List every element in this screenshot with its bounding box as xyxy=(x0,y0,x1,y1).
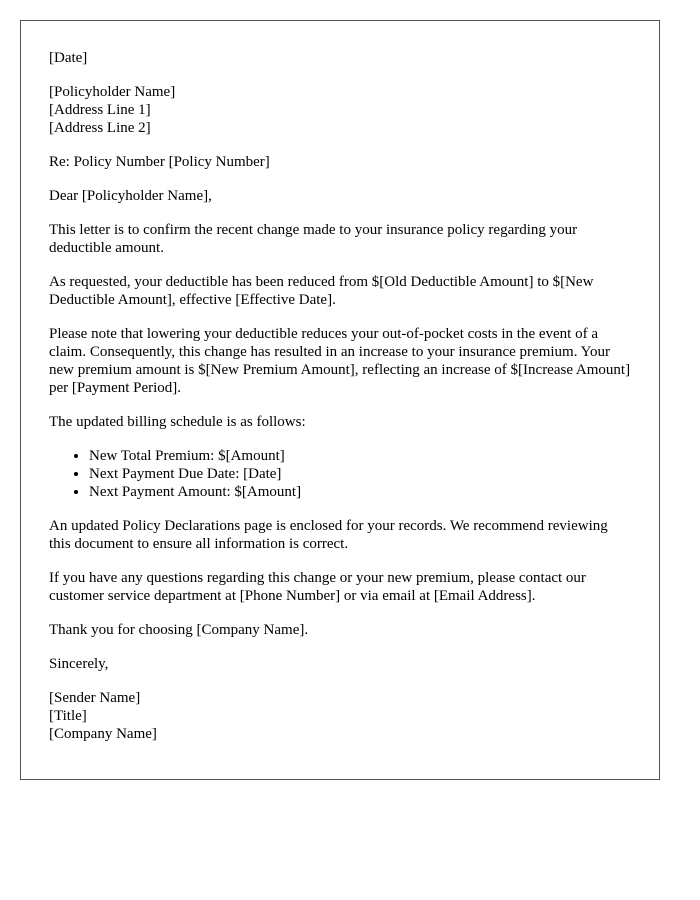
recipient-address-block xyxy=(49,83,631,137)
sender-company: [Company Name] xyxy=(49,726,157,742)
billing-item-payment-amount: • Next Payment Amount: $[Amount] xyxy=(89,483,631,501)
letter-document xyxy=(20,20,660,780)
thank-you-paragraph: Thank you for choosing [Company Name]. xyxy=(49,622,309,638)
billing-schedule-intro: The updated billing schedule is as follows: xyxy=(49,414,306,430)
sender-title: [Title] xyxy=(49,708,87,724)
sender-name: [Sender Name] xyxy=(49,690,141,706)
recipient-address-line-2: [Address Line 2] xyxy=(49,120,151,136)
billing-item-due-date: • Next Payment Due Date: [Date] xyxy=(89,465,631,483)
billing-item-total-premium: • New Total Premium: $[Amount] xyxy=(89,447,631,465)
letter-date xyxy=(49,49,631,67)
premium-increase-paragraph: Please note that lowering your deductible reduces your out-of-pocket costs in the event of a claim. Consequently, this change has resulted in an increase to your insurance premium. Your new premium amount is $[New Premium Amount], reflecting an increase of $[Increase Amount] per [Payment Period]. xyxy=(49,326,631,396)
contact-paragraph: If you have any questions regarding this change or your new premium, please contact our customer service department at [Phone Number] or via email at [Email Address]. xyxy=(49,570,586,604)
salutation: Dear [Policyholder Name], xyxy=(49,188,212,204)
recipient-name: [Policyholder Name] xyxy=(49,84,176,100)
sender-signature-block xyxy=(49,689,631,743)
recipient-address-line-1: [Address Line 1] xyxy=(49,102,151,118)
sign-off: Sincerely, xyxy=(49,656,109,672)
billing-schedule-list xyxy=(49,447,631,501)
declarations-paragraph: An updated Policy Declarations page is enclosed for your records. We recommend reviewing this document to ensure all information is correct. xyxy=(49,518,608,552)
re-line: Re: Policy Number [Policy Number] xyxy=(49,154,270,170)
deductible-change-paragraph: As requested, your deductible has been reduced from $[Old Deductible Amount] to $[New Deductible Amount], effective [Effective Date]. xyxy=(49,274,594,308)
date-text: [Date] xyxy=(49,50,88,66)
confirmation-paragraph: This letter is to confirm the recent change made to your insurance policy regarding your deductible amount. xyxy=(49,222,578,256)
